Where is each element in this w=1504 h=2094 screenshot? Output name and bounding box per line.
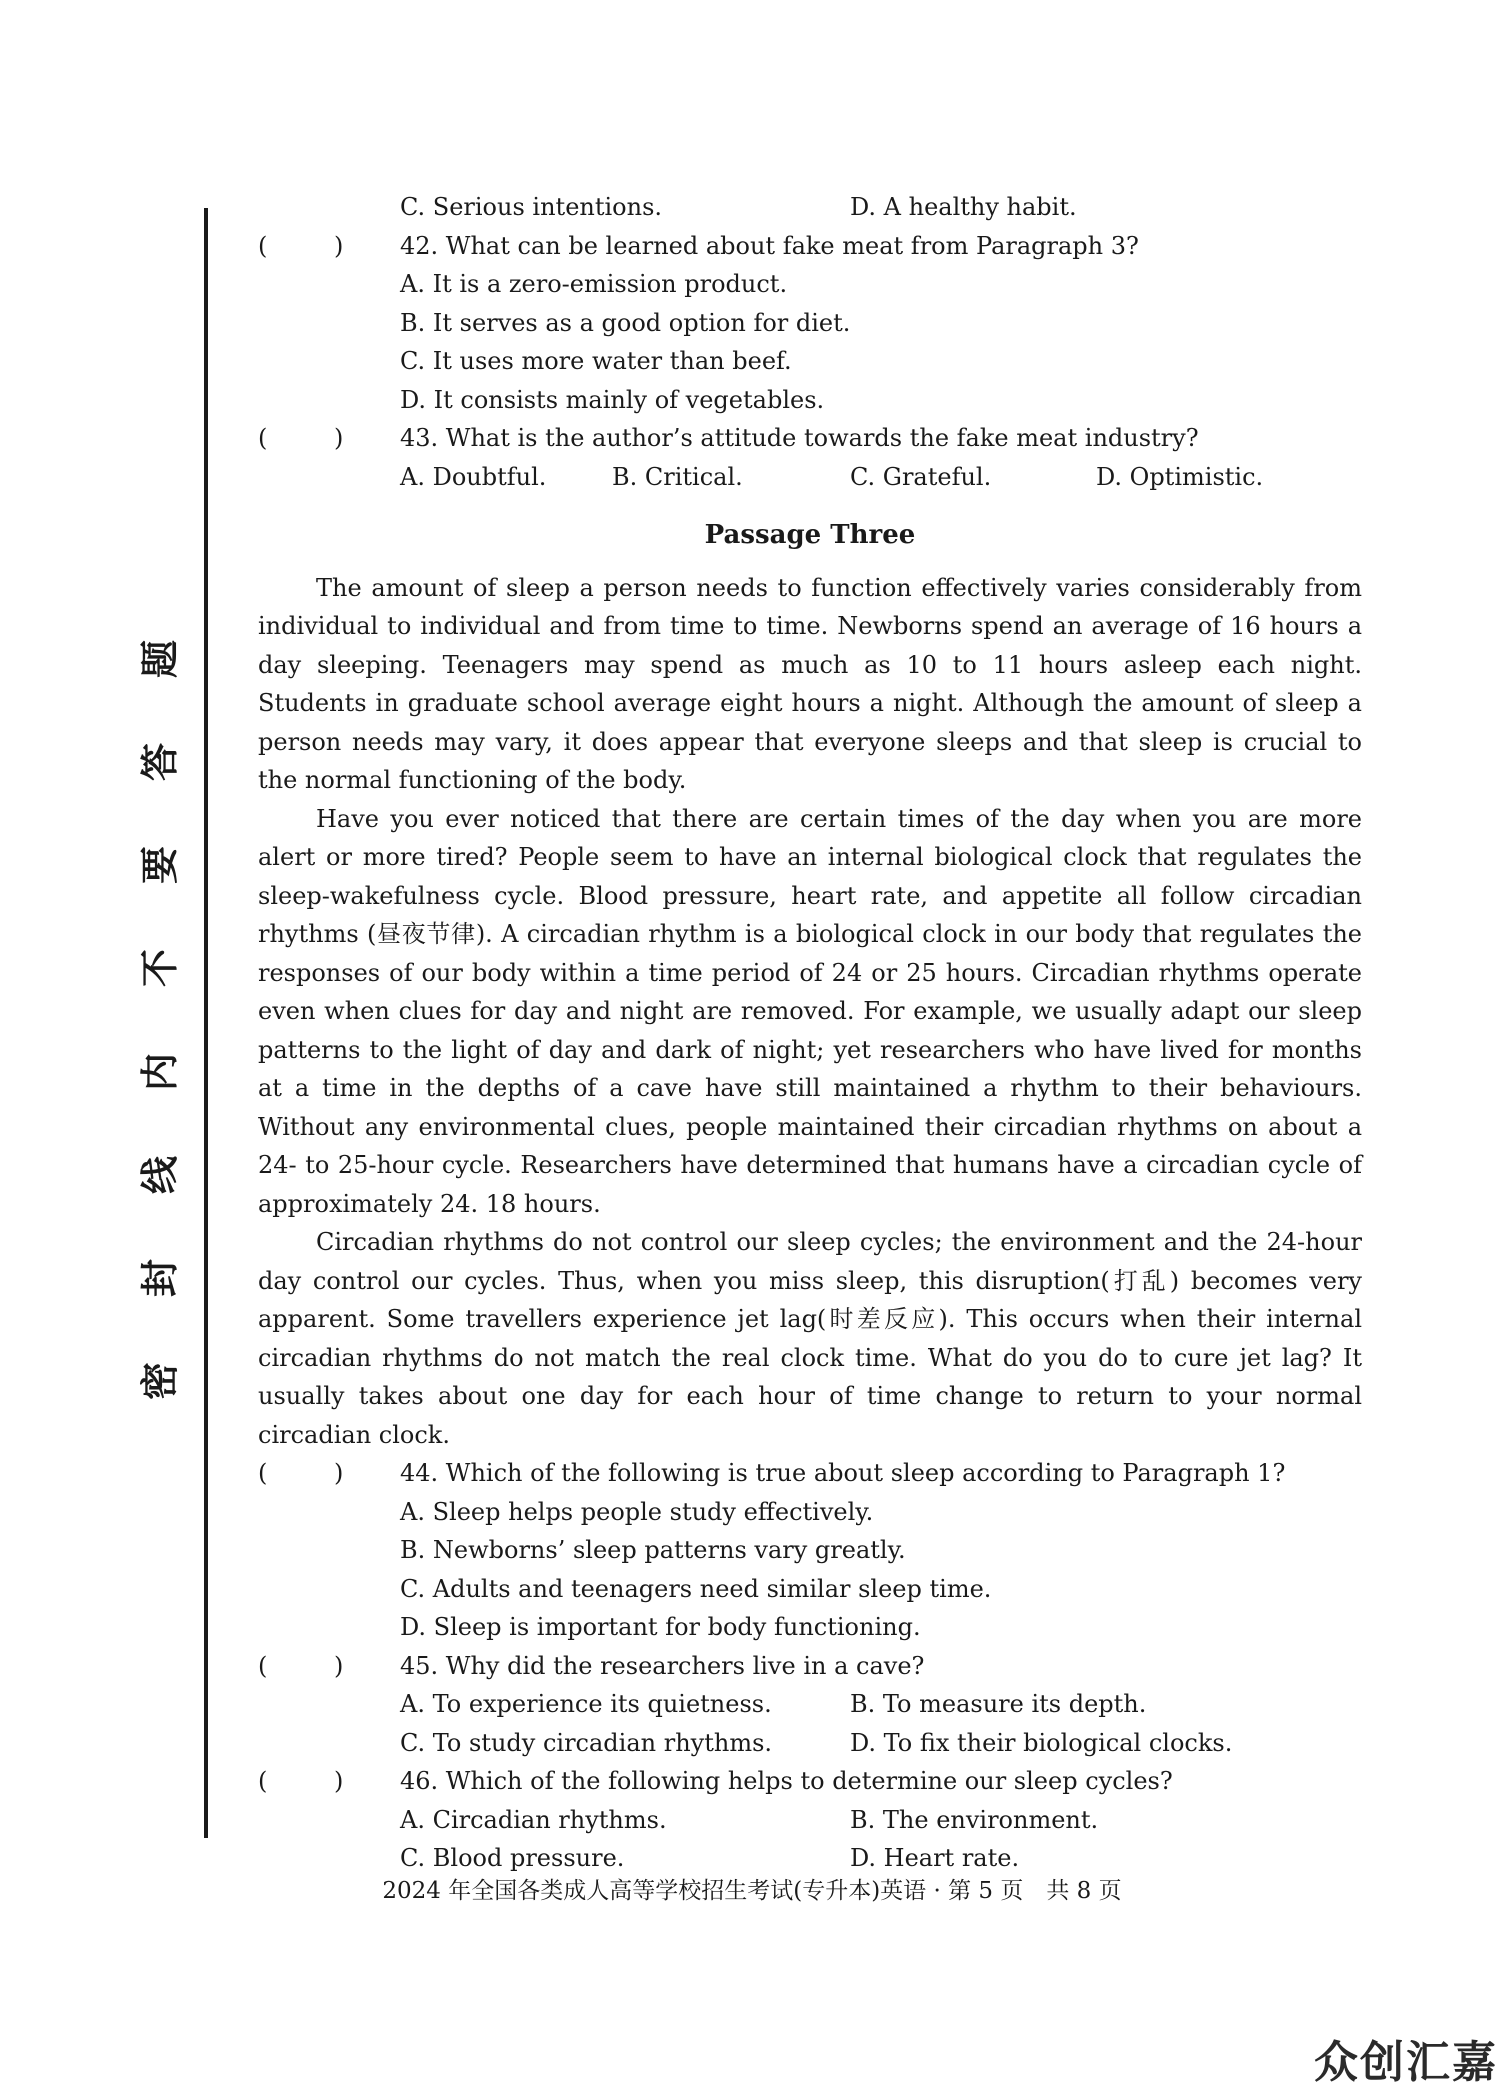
passage-paragraph: Have you ever noticed that there are certain times of the day when you are more alert or more tired? People seem to have an internal biological clock that regulates the sleep-wakefulness cycle. Blood pressure, heart rate, and appetite all follow circadian rhythms (昼夜节律). A circadian rhythm is a biological clock in our body that regulates the responses of our body within a time period of 24 or 25 hours. Circadian rhythms operate even when clues for day and night are removed. For example, we usually adapt our sleep patterns to the light of day and dark of night; yet researchers who have lived for months at a time in the depths of a cave have still maintained a rhythm to their behaviours. Without any environmental clues, people maintained their circadian rhythms on about a 24- to 25-hour cycle. Researchers have determined that humans have a circadian cycle of approximately 24. 18 hours. [258, 804, 1362, 1218]
seal-char: 不 [136, 949, 182, 988]
option: C. Grateful. [850, 462, 992, 491]
option: D. Heart rate. [850, 1844, 1020, 1872]
question-stem: 43. What is the author’s attitude towards the fake meat industry? [400, 424, 1199, 452]
watermark-logo: 众创汇嘉 [1314, 2037, 1498, 2088]
option: B. To measure its depth. [850, 1690, 1147, 1718]
option: B. It serves as a good option for diet. [400, 308, 851, 337]
option: B. The environment. [850, 1805, 1099, 1834]
option: D. Optimistic. [1096, 462, 1264, 491]
option: C. To study circadian rhythms. [400, 1728, 773, 1757]
option: A. Sleep helps people study effectively. [400, 1497, 874, 1526]
option: D. A healthy habit. [850, 193, 1077, 221]
q43-options [258, 458, 1362, 497]
passage-paragraph: The amount of sleep a person needs to function effectively varies considerably from individual to individual and from time to time. Newborns spend an average of 16 hours a day sleeping. Teenagers may spend as much as 10 to 11 hours asleep each night. Students in graduate school average eight hours a night. Although the amount of sleep a person needs may vary, it does appear that everyone sleeps and that sleep is crucial to the normal functioning of the body. [258, 573, 1362, 794]
seal-char: 答 [136, 743, 182, 782]
option: A. Circadian rhythms. [400, 1805, 667, 1834]
seal-char: 要 [136, 846, 182, 885]
seal-notice [136, 639, 182, 1400]
question-stem: 42. What can be learned about fake meat from Paragraph 3? [400, 231, 1139, 260]
passage-paragraph: Circadian rhythms do not control our sleep cycles; the environment and the 24-hour day control our cycles. Thus, when you miss sleep, this disruption(打乱) becomes very apparent. Some travellers experience jet lag(时差反应). This occurs when their internal circadian rhythms do not match the real clock time. What do you do to cure jet lag? It usually takes about one day for each hour of time change to return to your normal circadian clock. [258, 1228, 1362, 1449]
option: B. Critical. [612, 462, 743, 491]
seal-char: 题 [136, 639, 182, 679]
question-46: ( ) 46. Which of the following helps to determine our sleep cycles? [258, 1767, 1173, 1795]
option: D. To fix their biological clocks. [850, 1728, 1233, 1757]
seal-char: 封 [136, 1258, 182, 1297]
option: B. Newborns’ sleep patterns vary greatly. [400, 1536, 906, 1564]
question-44: ( ) 44. Which of the following is true about sleep according to Paragraph 1? [258, 1459, 1286, 1487]
question-45: ( ) 45. Why did the researchers live in a cave? [258, 1651, 925, 1680]
q41-options [258, 188, 1362, 227]
option: A. Doubtful. [400, 462, 547, 491]
option: A. To experience its quietness. [400, 1690, 772, 1718]
question-stem: 46. Which of the following helps to determine our sleep cycles? [400, 1767, 1173, 1795]
seal-char: 线 [136, 1155, 182, 1194]
option: C. It uses more water than beef. [400, 347, 792, 375]
question-43: ( ) 43. What is the author’s attitude towards the fake meat industry? [258, 424, 1199, 452]
binding-line [204, 208, 208, 1838]
question-stem: 45. Why did the researchers live in a cave? [400, 1651, 925, 1680]
seal-char: 密 [136, 1361, 182, 1400]
option: C. Serious intentions. [400, 193, 663, 221]
option: D. Sleep is important for body functioning. [400, 1613, 921, 1641]
q45-options-row1 [258, 1685, 1362, 1724]
q45-options-row2 [258, 1724, 1362, 1763]
seal-char: 内 [136, 1052, 182, 1091]
option: C. Adults and teenagers need similar sleep time. [400, 1574, 992, 1603]
option: C. Blood pressure. [400, 1844, 625, 1872]
question-42: ( ) 42. What can be learned about fake meat from Paragraph 3? [258, 231, 1139, 260]
option: A. It is a zero-emission product. [400, 270, 788, 298]
passage-title: Passage Three [704, 520, 916, 550]
q46-options-row1 [258, 1801, 1362, 1840]
page-footer: 2024 年全国各类成人高等学校招生考试(专升本)英语 · 第 5 页 共 8 页 [382, 1878, 1122, 1904]
question-stem: 44. Which of the following is true about sleep according to Paragraph 1? [400, 1459, 1286, 1487]
option: D. It consists mainly of vegetables. [400, 385, 825, 414]
page-content [258, 188, 1362, 1878]
